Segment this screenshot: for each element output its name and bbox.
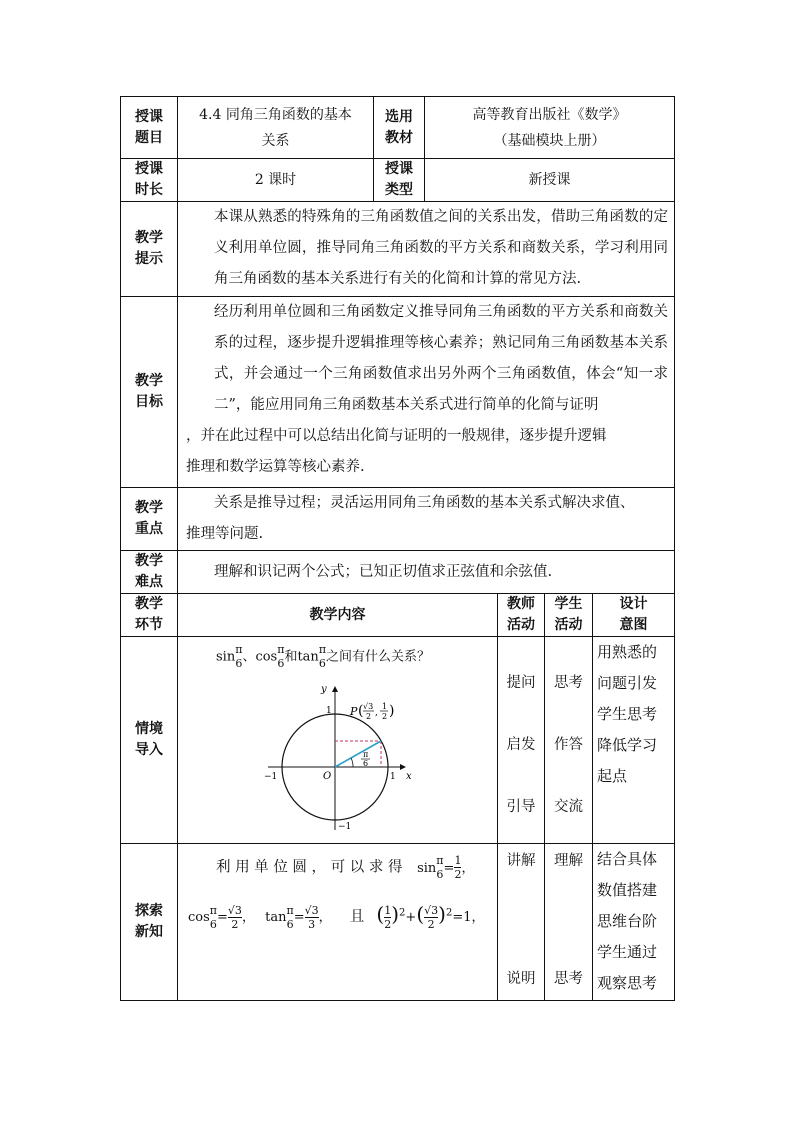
intro-student-activities — [545, 637, 593, 844]
hint-label: 教学 提示 — [121, 202, 178, 297]
teacher-activity: 说明 — [506, 971, 536, 987]
tick-label-y-neg1: −1 — [338, 822, 352, 832]
tick-label-y1: 1 — [326, 706, 332, 716]
key-text: 关系是推导过程；灵活运用同角三角函数的基本关系式解决求值、 推理等问题. — [178, 488, 675, 551]
tick-label-x-neg1: −1 — [264, 772, 278, 782]
tick-label-x1: 1 — [390, 772, 396, 782]
lesson-plan-table — [120, 96, 675, 1001]
student-activity: 作答 — [554, 737, 583, 753]
explore-label: 探索 新知 — [121, 844, 178, 1001]
header-teacher: 教师 活动 — [498, 594, 545, 637]
duration-label: 授课 时长 — [121, 159, 178, 202]
explore-design-intent: 结合具体数值搭建思维台阶学生通过观察思考 — [593, 844, 675, 1001]
coord-open-paren: ( — [358, 703, 364, 719]
angle-denominator: 6 — [363, 759, 369, 768]
student-activity: 思考 — [554, 971, 583, 987]
explore-student-activities — [545, 844, 593, 1001]
type-label: 授课 类型 — [374, 159, 425, 202]
coord-y-numerator: 1 — [382, 702, 388, 711]
origin-label: O — [323, 771, 332, 782]
topic-label: 授课 题目 — [121, 97, 178, 159]
intro-question: sinπ 6 、cosπ 6 和tanπ 6 之间有什么关系？ — [216, 643, 431, 670]
intro-label: 情境 导入 — [121, 637, 178, 844]
coord-comma: , — [375, 708, 378, 718]
coord-x-numerator: √3 — [363, 702, 374, 711]
teacher-activity: 讲解 — [506, 853, 536, 869]
explore-line-2: cosπ 6 $=\frac{√3}{2}$ ， tanπ 6 $=\frac{√3}{3}$ ， 且 ($\frac{1}{2}$ )$^2+(\frac{√3}{2}$ )$^2$=1， — [188, 902, 485, 931]
student-activity: 交流 — [554, 799, 583, 815]
header-design: 设计 意图 — [593, 594, 675, 637]
angle-numerator: π — [363, 750, 369, 759]
textbook-label: 选用 教材 — [374, 97, 425, 159]
x-axis-arrow — [400, 764, 406, 770]
angle-arc — [351, 758, 353, 767]
intro-teacher-activities — [498, 637, 545, 844]
header-stage: 教学 环节 — [121, 594, 178, 637]
duration-value: 2 课时 — [178, 159, 374, 202]
textbook-value: 高等教育出版社《数学》 （基础模块上册） — [425, 97, 675, 159]
y-axis-label: y — [321, 684, 327, 695]
explore-teacher-activities — [498, 844, 545, 1001]
difficulty-label: 教学 难点 — [121, 551, 178, 594]
intro-design-intent: 用熟悉的问题引发学生思考降低学习起点 — [593, 637, 675, 844]
key-label: 教学 重点 — [121, 488, 178, 551]
goal-text: 经历利用单位圆和三角函数定义推导同角三角函数的平方关系和商数关系的过程，逐步提升逻辑推理等核心素养；熟记同角三角函数基本关系式，并会通过一个三角函数值求出另外两个三角函数值，体会“知一求二”，能应用同角三角函数基本关系式进行简单的化简与证明 ，并在此过程中可以总结出化简与证明的一般规律，逐步提升逻辑 推理和数学运算等核心素养. — [178, 297, 675, 488]
x-axis-label: x — [406, 771, 412, 782]
header-content: 教学内容 — [178, 594, 498, 637]
teacher-activity: 引导 — [506, 799, 536, 815]
explore-line-1: 利 用 单 位 圆 ， 可 以 求 得 sinπ 6 $=\frac{1}{2}$ ， — [216, 854, 475, 881]
teacher-activity: 提问 — [506, 675, 536, 691]
teacher-activity: 启发 — [506, 737, 536, 753]
y-axis-arrow — [332, 686, 338, 692]
radius-op — [335, 741, 381, 767]
student-activity: 理解 — [554, 853, 583, 869]
type-value: 新授课 — [425, 159, 675, 202]
intro-content — [178, 637, 498, 844]
header-student: 学生 活动 — [545, 594, 593, 637]
explore-content — [178, 844, 498, 1001]
point-p-label: P — [350, 705, 358, 718]
unit-circle-figure — [258, 682, 418, 832]
coord-close-paren: ) — [389, 703, 395, 719]
hint-text: 本课从熟悉的特殊角的三角函数值之间的关系出发，借助三角函数的定义利用单位圆，推导同角三角函数的平方关系和商数关系，学习利用同角三角函数的基本关系进行有关的化简和计算的常见方法. — [178, 202, 675, 297]
student-activity: 思考 — [554, 675, 583, 691]
difficulty-text: 理解和识记两个公式；已知正切值求正弦值和余弦值. — [178, 551, 675, 594]
coord-x-denominator: 2 — [366, 712, 372, 721]
goal-label: 教学 目标 — [121, 297, 178, 488]
topic-value: 4.4 同角三角函数的基本 关系 — [178, 97, 374, 159]
coord-y-denominator: 2 — [382, 712, 388, 721]
